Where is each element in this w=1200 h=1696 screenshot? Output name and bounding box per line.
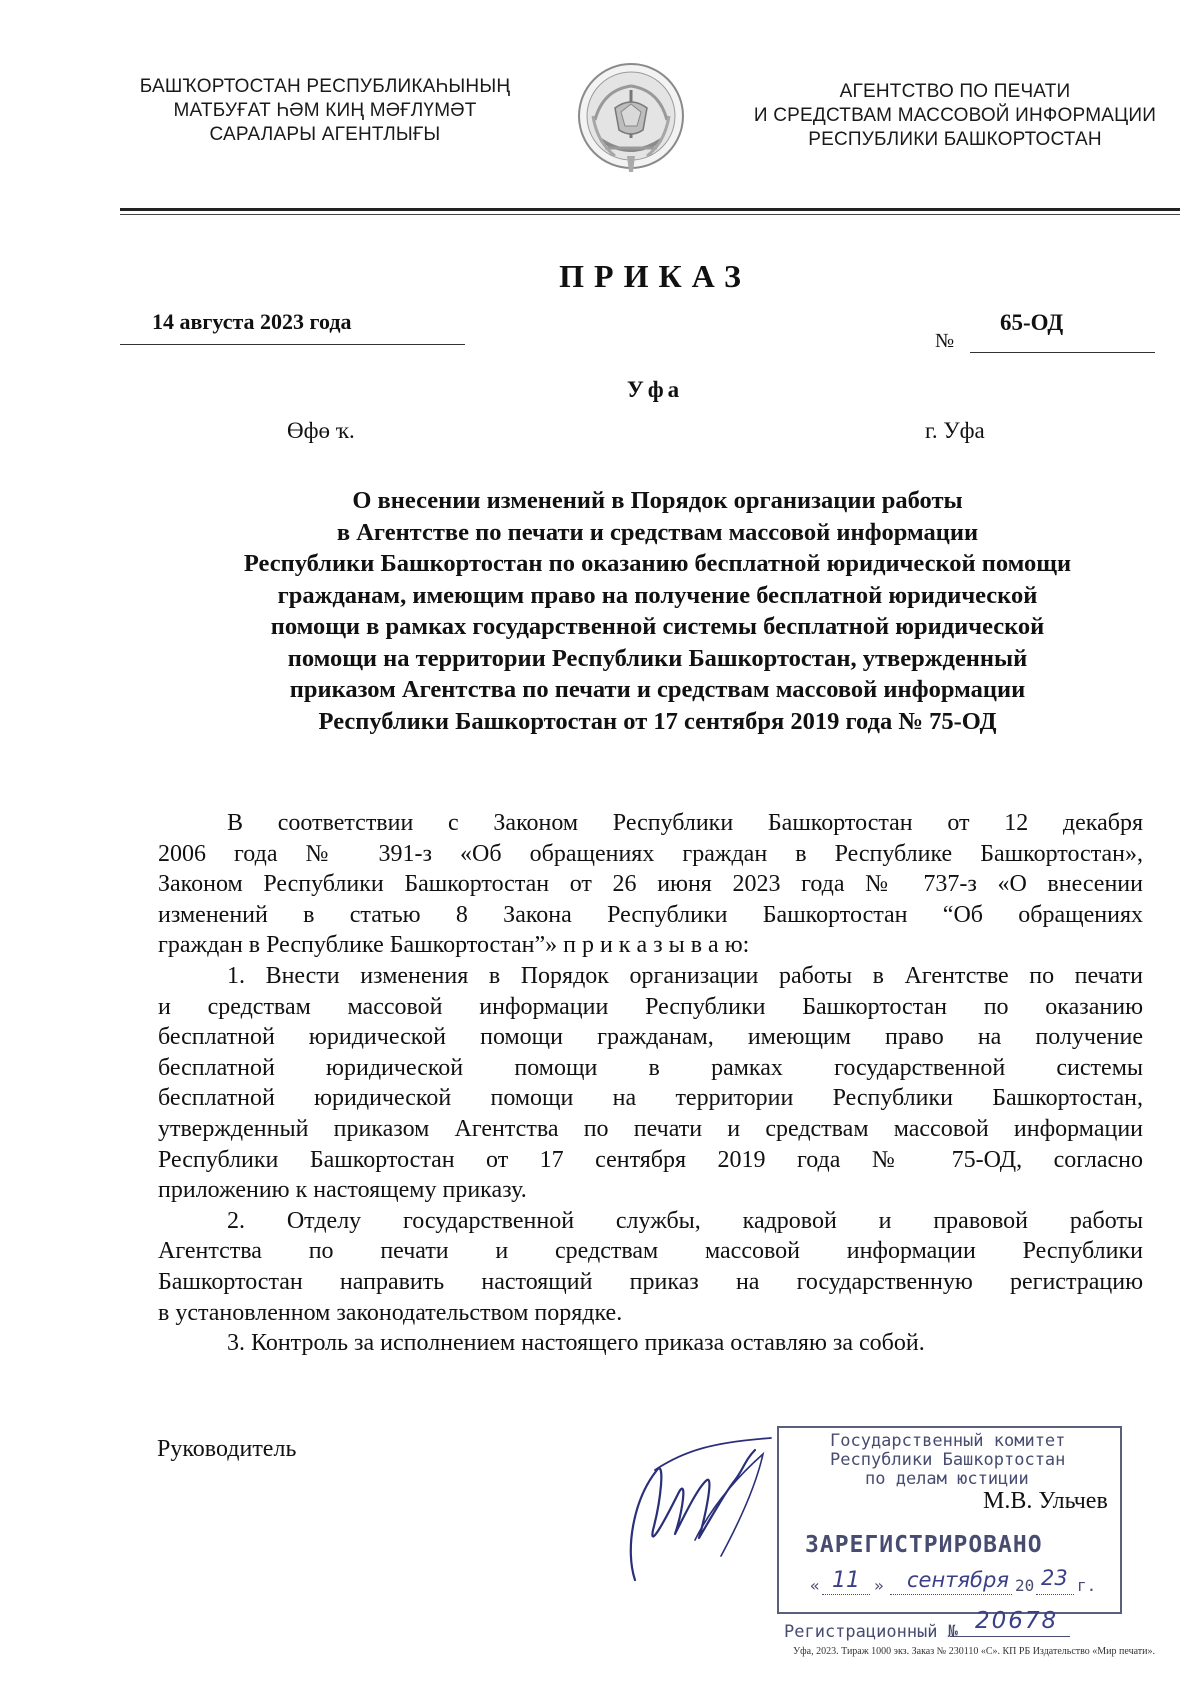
body-line: утвержденный приказом Агентства по печати и средствам массовой информации — [158, 1115, 1143, 1142]
body-line: бесплатной юридической помощи на территории Республики Башкортостан, — [158, 1085, 1143, 1112]
stamp-line: Государственный комитет — [830, 1431, 1066, 1451]
stamp-year-dots — [1036, 1594, 1074, 1595]
stamp-date-close-quote: » — [874, 1576, 884, 1595]
body-line: Республики Башкортостан от 17 сентября 2019 года № 75-ОД, согласно — [158, 1146, 1143, 1173]
bashkortostan-emblem-icon — [575, 60, 687, 178]
stamp-year-unit: г. — [1077, 1576, 1097, 1595]
header-left-block — [110, 75, 540, 147]
subject-line: О внесении изменений в Порядок организации работы — [352, 487, 963, 514]
body-line: 2006 года № 391-з «Об обращениях граждан в Республике Башкортостан», — [158, 840, 1143, 867]
header-rule-thick — [120, 208, 1180, 211]
city-russian: г. Уфа — [925, 418, 985, 443]
order-body — [158, 808, 1143, 1359]
document-title: ПРИКАЗ — [559, 258, 751, 294]
order-number: 65-ОД — [1000, 310, 1064, 335]
stamp-reg-underline — [950, 1636, 1070, 1637]
stamp-line: Республики Башкортостан — [830, 1450, 1066, 1470]
header-left-line: БАШҠОРТОСТАН РЕСПУБЛИКАҺЫНЫҢ — [139, 76, 511, 97]
body-line: в установленном законодательством порядке. — [158, 1299, 623, 1326]
subject-line: гражданам, имеющим право на получение бесплатной юридической — [277, 581, 1038, 609]
number-underline — [970, 352, 1155, 353]
subject-line: приказом Агентства по печати и средствам массовой информации — [289, 676, 1026, 703]
subject-line: помощи на территории Республики Башкортостан, утвержденный — [287, 644, 1028, 672]
header-rule-thin — [120, 214, 1180, 215]
stamp-day-dots — [822, 1594, 870, 1595]
stamp-reg-label: Регистрационный № — [784, 1622, 958, 1642]
subject-line: в Агентстве по печати и средствам массовой информации — [336, 518, 979, 546]
signatory-title: Руководитель — [157, 1436, 297, 1462]
header-left-line: МАТБУҒАТ ҺӘМ КИҢ МӘҒЛҮМӘТ — [173, 100, 477, 121]
body-line: бесплатной юридической помощи гражданам, имеющим право на получение — [158, 1024, 1143, 1051]
body-line: В соответствии с Законом Республики Башкортостан от 12 декабря — [227, 810, 1143, 836]
print-imprint: Уфа, 2023. Тираж 1000 экз. Заказ № 230110 «С». КП РБ Издательство «Мир печати». — [793, 1646, 1155, 1657]
date-underline — [120, 344, 465, 345]
subject-line: Республики Башкортостан по оказанию бесплатной юридической помощи — [243, 550, 1072, 577]
body-line: 2. Отделу государственной службы, кадровой и правовой работы — [227, 1207, 1143, 1234]
stamp-date-open-quote: « — [810, 1576, 820, 1595]
body-line: Законом Республики Башкортостан от 26 июня 2023 года № 737-з «О внесении — [158, 871, 1143, 898]
order-number-sign: № — [935, 330, 955, 352]
body-line: изменений в статью 8 Закона Республики Башкортостан “Об обращениях — [158, 901, 1143, 928]
handwritten-signature-icon — [595, 1430, 795, 1590]
stamp-month-dots — [890, 1594, 1012, 1595]
body-line: Башкортостан направить настоящий приказ на государственную регистрацию — [158, 1268, 1143, 1295]
stamp-day: 11 — [832, 1568, 860, 1593]
body-line: граждан в Республике Башкортостан”» п р и к а з ы в а ю: — [158, 932, 750, 959]
body-line: бесплатной юридической помощи в рамках государственной системы — [158, 1054, 1143, 1081]
header-right-line: АГЕНТСТВО ПО ПЕЧАТИ — [839, 81, 1071, 102]
stamp-year: 23 — [1041, 1566, 1068, 1590]
stamp-line: по делам юстиции — [865, 1469, 1029, 1489]
city-heading: Уфа — [626, 377, 684, 402]
stamp-month: сентября — [907, 1568, 1009, 1592]
header-right-line: РЕСПУБЛИКИ БАШКОРТОСТАН — [808, 129, 1102, 150]
stamp-reg-number: 20678 — [975, 1608, 1059, 1634]
body-line: и средствам массовой информации Республики Башкортостан по оказанию — [158, 993, 1143, 1020]
header-right-line: И СРЕДСТВАМ МАССОВОЙ ИНФОРМАЦИИ — [753, 105, 1157, 126]
header-right-block — [730, 80, 1180, 152]
subject-line: Республики Башкортостан от 17 сентября 2019 года № 75-ОД — [318, 707, 997, 735]
order-subject — [130, 485, 1185, 737]
subject-line: помощи в рамках государственной системы бесплатной юридической — [270, 613, 1045, 640]
stamp-status: ЗАРЕГИСТРИРОВАНО — [805, 1532, 1043, 1558]
header-left-line: САРАЛАРЫ АГЕНТЛЫҒЫ — [209, 124, 441, 145]
stamp-year-prefix: 20 — [1015, 1576, 1035, 1595]
body-line: 3. Контроль за исполнением настоящего приказа оставляю за собой. — [227, 1330, 925, 1357]
body-line: приложению к настоящему приказу. — [158, 1177, 527, 1204]
city-bashkir: Өфө ҡ. — [287, 418, 355, 443]
signatory-name: М.В. Ульчев — [983, 1488, 1108, 1514]
order-date: 14 августа 2023 года — [152, 309, 352, 334]
body-line: 1. Внести изменения в Порядок организации работы в Агентстве по печати — [227, 962, 1143, 989]
body-line: Агентства по печати и средствам массовой информации Республики — [158, 1238, 1143, 1265]
